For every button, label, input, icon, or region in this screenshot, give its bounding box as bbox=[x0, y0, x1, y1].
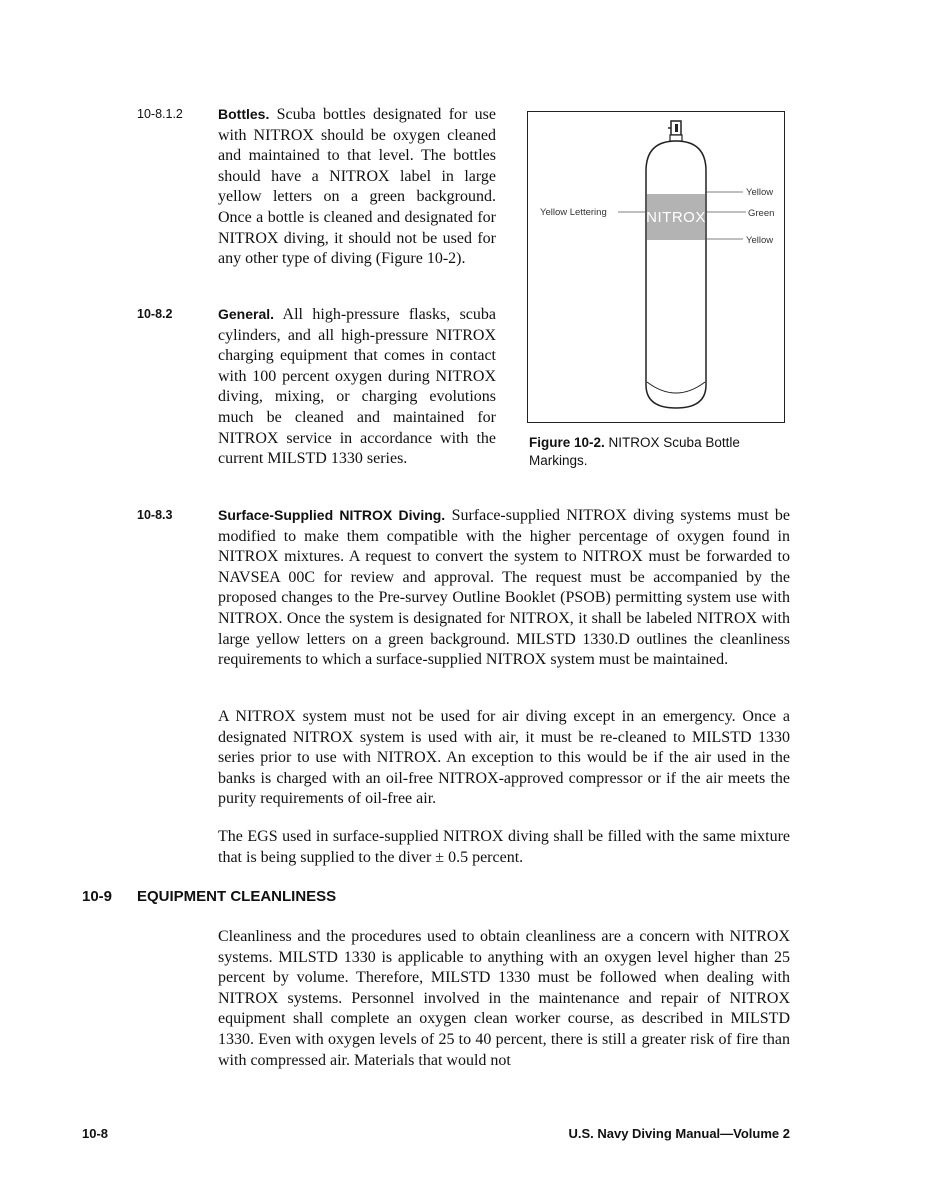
general-text: All high-pressure flasks, scuba cylinders, and all high-pressure NITROX charging equipment that comes in contact with 100 percent oxygen during NITROX diving, mixing, or charging evolutions much be cleaned and maintained for NITROX service in accordance with the current MILSTD 1330 series. bbox=[218, 306, 496, 468]
figure-caption bbox=[529, 434, 789, 470]
surface-supplied-text: Surface-supplied NITROX diving systems must be modified to make them compatible with the higher percentage of oxygen found in NITROX mixtures. A request to convert the system to NITROX must be forwarded to NAVSEA 00C for review and approval. The request must be accompanied by the proposed changes to the Pre-survey Outline Booklet (PSOB) permitting system use with NITROX. Once the system is designated for NITROX, it shall be labeled NITROX with large yellow letters on a green background. MILSTD 1330.D outlines the cleanliness requirements to which a surface-supplied NITROX system must be maintained. bbox=[218, 507, 791, 669]
label-yellow-lettering: Yellow Lettering bbox=[540, 207, 607, 218]
figure-caption-number: Figure 10-2. bbox=[529, 435, 605, 450]
paragraph-surface-supplied bbox=[218, 505, 790, 671]
paragraph-general bbox=[218, 304, 496, 470]
bottle-body bbox=[646, 141, 706, 408]
label-yellow-bottom: Yellow bbox=[746, 235, 774, 246]
paragraph-egs: The EGS used in surface-supplied NITROX diving shall be filled with the same mixture that is being supplied to the diver ± 0.5 percent. bbox=[218, 828, 790, 866]
label-yellow-top: Yellow bbox=[746, 187, 774, 198]
section-number-10-9: 10-9 bbox=[82, 888, 113, 905]
paragraph-cleanliness: Cleanliness and the procedures used to obtain cleanliness are a concern with NITROX systems. MILSTD 1330 is applicable to anything with an oxygen level higher than 25 percent by volume. Therefore, MILSTD 1330 must be followed when dealing with NITROX systems. Personnel involved in the maintenance and repair of NITROX equipment shall complete an oxygen clean worker course, as described in MILSTD 1330. Even with oxygen levels of 25 to 40 percent, there is still a greater risk of fire than with compressed air. Materials that would not bbox=[218, 928, 790, 1069]
section-number-10-8-1-2: 10-8.1.2 bbox=[137, 107, 183, 121]
heading-bottles: Bottles. bbox=[218, 106, 270, 122]
page-number: 10-8 bbox=[82, 1126, 109, 1141]
label-green: Green bbox=[748, 208, 775, 219]
heading-surface-supplied: Surface-Supplied NITROX Diving. bbox=[218, 507, 446, 523]
section-number-10-8-2: 10-8.2 bbox=[137, 307, 173, 321]
figure-caption-text: NITROX Scuba Bottle Markings. bbox=[529, 435, 740, 468]
band-text: NITROX bbox=[646, 209, 706, 226]
bottles-text: Scuba bottles designated for use with NITROX should be oxygen cleaned and maintained to that level. The bottles should have a NITROX label in large yellow letters on a green background. Once a bottle is cleaned and designated for NITROX diving, it should not be used for any other type of diving (Figure 10-2). bbox=[218, 106, 496, 268]
footer-title: U.S. Navy Diving Manual—Volume 2 bbox=[568, 1126, 790, 1141]
heading-general: General. bbox=[218, 306, 275, 322]
heading-equipment-cleanliness: EQUIPMENT CLEANLINESS bbox=[137, 888, 337, 905]
figure-nitrox-bottle bbox=[527, 111, 785, 423]
nitrox-bottle-illustration bbox=[528, 112, 786, 424]
paragraph-bottles bbox=[218, 104, 496, 270]
paragraph-air-diving: A NITROX system must not be used for air diving except in an emergency. Once a designated NITROX system is used with air, it must be re-cleaned to MILSTD 1330 series prior to use with NITROX. An exception to this would be if the air used in the banks is charged with an oil-free NITROX-approved compressor or if the air meets the purity requirements of oil-free air. bbox=[218, 708, 790, 808]
section-number-10-8-3: 10-8.3 bbox=[137, 508, 173, 522]
